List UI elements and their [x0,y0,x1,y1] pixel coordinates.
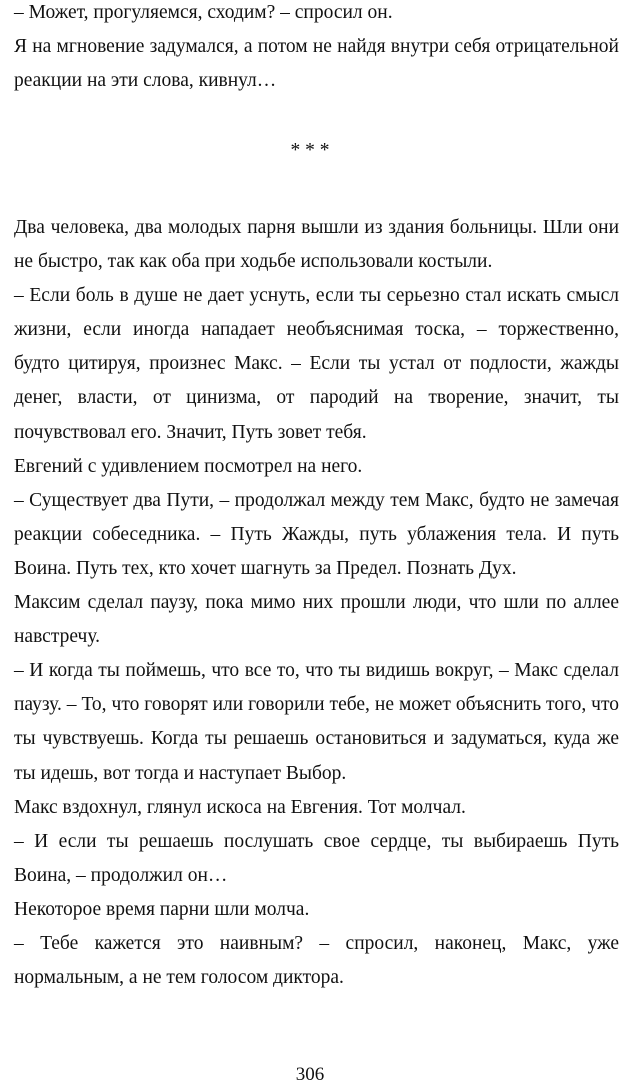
paragraph: – И если ты решаешь послушать свое сердце, ты выбираешь Путь Воина, – продолжил он… [14,830,619,886]
paragraph: – Может, прогуляемся, сходим? – спросил он. [14,2,393,23]
text-block-main [14,211,619,995]
paragraph: Макс вздохнул, глянул искоса на Евгения. Тот молчал. [14,796,466,818]
section-separator: * * * [290,140,330,161]
paragraph: Некоторое время парни шли молча. [14,898,310,920]
paragraph: – Тебе кажется это наивным? – спросил, наконец, Макс, уже нормальным, а не тем голосом диктора. [14,932,619,989]
paragraph: Максим сделал паузу, пока мимо них прошли люди, что шли по аллее навстречу. [14,592,619,648]
paragraph: Два человека, два молодых парня вышли из здания больницы. Шли они не быстро, так как оба при ходьбе использовали костыли. [14,217,619,273]
paragraph: Евгений с удивлением посмотрел на него. [14,455,363,477]
page-number: 306 [295,1064,325,1085]
paragraph: – И когда ты поймешь, что все то, что ты видишь вокруг, – Макс сделал паузу. – То, что говорят или говорили тебе, не может объяснить того, что ты чувствуешь. Когда ты решаешь остановиться и задуматься, куда же ты идешь, вот тогда и наступает Выбор. [14,660,619,784]
text-block-top [14,0,619,98]
paragraph: – Если боль в душе не дает уснуть, если ты серьезно стал искать смысл жизни, если иногда нападает необъяснимая тоска, – торжественно, будто цитируя, произнес Макс. – Если ты устал от подлости, жажды денег, власти, от цинизма, от пародий на творение, значит, ты почувствовал его. Значит, Путь зовет тебя. [14,285,619,443]
paragraph: Я на мгновение задумался, а потом не найдя внутри себя отрицательной реакции на эти слова, кивнул… [14,36,619,92]
paragraph: – Существует два Пути, – продолжал между тем Макс, будто не замечая реакции собеседника. – Путь Жажды, путь ублажения тела. И путь Воина. Путь тех, кто хочет шагнуть за Предел. Познать Дух. [14,489,619,579]
